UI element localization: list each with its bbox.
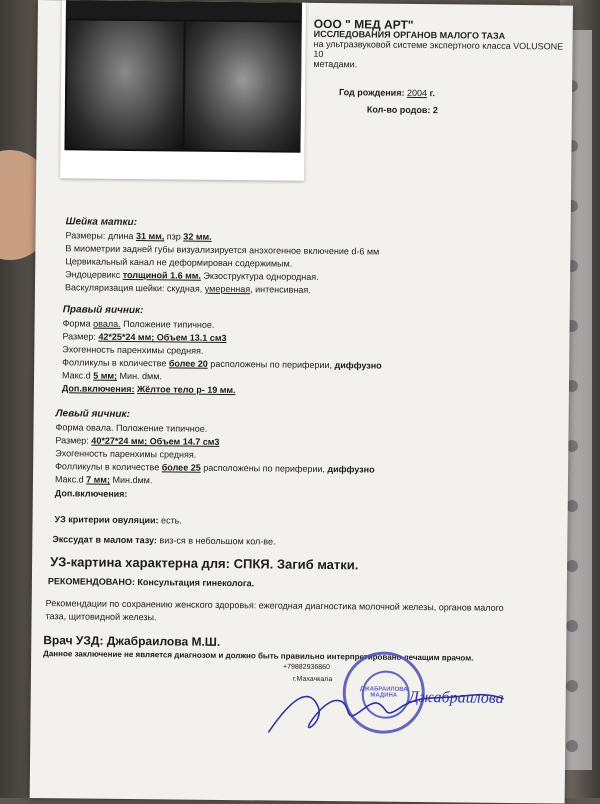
cervix-line-2: В миометрии задней губы визуализируется анэхогенное включение d-6 мм [65,243,380,257]
ultrasound-right-view [184,22,301,151]
cervix-size-row: Размеры: длина 31 мм, пзр 32 мм. [65,230,212,242]
ovulation-row: УЗ критерии овуляции: есть. [54,514,182,526]
left-ovary-form: Форма овала. Положение типичное. [55,422,208,434]
report-header [313,16,573,72]
advice-line-1: Рекомендации по сохранению женского здоровья: ежегодная диагностика молочной железы, органов малого [45,598,504,613]
ultrasound-printout [60,0,306,181]
exudate-row: Экссудат в малом тазу: виз-ся в небольшом кол-ве. [52,534,276,547]
ultrasound-info-bar [66,0,302,20]
cervix-title: Шейка матки: [65,216,138,229]
doctor-stamp: ДЖАБРАИЛОВА МАДИНА [342,651,425,734]
right-ovary-size-row: Размер: 42*25*24 мм; Объем 13.1 см3 [62,331,227,343]
signature [258,662,539,745]
cervix-line-3: Цервикальный канал не деформирован содержимым. [65,256,293,269]
disclaimer: Данное заключение не является диагнозом и должно быть правильно интерпретировано лечащим врачом. [43,649,474,663]
header-line-3: метадами. [313,58,358,70]
right-ovary-echo: Эхогенность паренхимы средняя. [62,344,204,356]
ultrasound-image [64,0,302,152]
right-ovary-extra-row: Доп.включения: Жёлтое тело р- 19 мм. [61,383,236,396]
birth-year-row: Год рождения: 2004 г. [338,87,435,99]
left-ovary-echo: Эхогенность паренхимы средняя. [55,448,197,460]
right-ovary-title: Правый яичник: [62,304,144,317]
left-ovary-title: Левый яичник: [55,408,131,420]
city: г.Махачкала [292,675,333,684]
svg-text:Джабраилова: Джабраилова [408,688,504,707]
left-ovary-follicles-row: Фолликулы в количестве более 25 расположены по периферии, диффузно [55,461,375,475]
cervix-vasc-row: Васкуляризация шейки: скудная, умеренная, интенсивная. [64,282,311,295]
births-row: Кол-во родов: 2 [366,104,438,116]
ultrasound-left-view [66,20,183,149]
left-ovary-max-row: Макс.d 7 мм; Мин.dмм. [54,474,153,486]
doctor-name: Врач УЗД: Джабраилова М.Ш. [43,633,221,649]
report-page [30,0,573,804]
phone-number: +79882936860 [282,663,330,672]
recommendation-row: РЕКОМЕНДОВАНО: Консультация гинеколога. [47,576,255,589]
conclusion: УЗ-картина характерна для: СПКЯ. Загиб матки. [50,554,359,573]
left-ovary-extra-label: Доп.включения: [54,488,128,499]
header-line-2: на ультразвуковой системе экспертного класса VOLUSONE 10 [313,38,564,59]
cervix-endo-row: Эндоцервикс толщиной 1.6 мм. Экзоструктура однородная. [65,269,319,282]
right-ovary-follicles-row: Фолликулы в количестве более 20 расположены по периферии, диффузно [62,357,382,371]
left-ovary-size-row: Размер: 40*27*24 мм; Объем 14.7 см3 [55,435,220,447]
right-ovary-max-row: Макс.d 5 мм; Мин. dмм. [62,370,163,382]
clinic-name: ООО " МЕД АРТ" [313,16,414,32]
right-ovary-form-row: Форма овала. Положение типичное. [62,318,215,330]
advice-line-2: таза, щитовидной железы. [45,611,157,623]
study-title: ИССЛЕДОВАНИЯ ОРГАНОВ МАЛОГО ТАЗА [313,28,506,41]
